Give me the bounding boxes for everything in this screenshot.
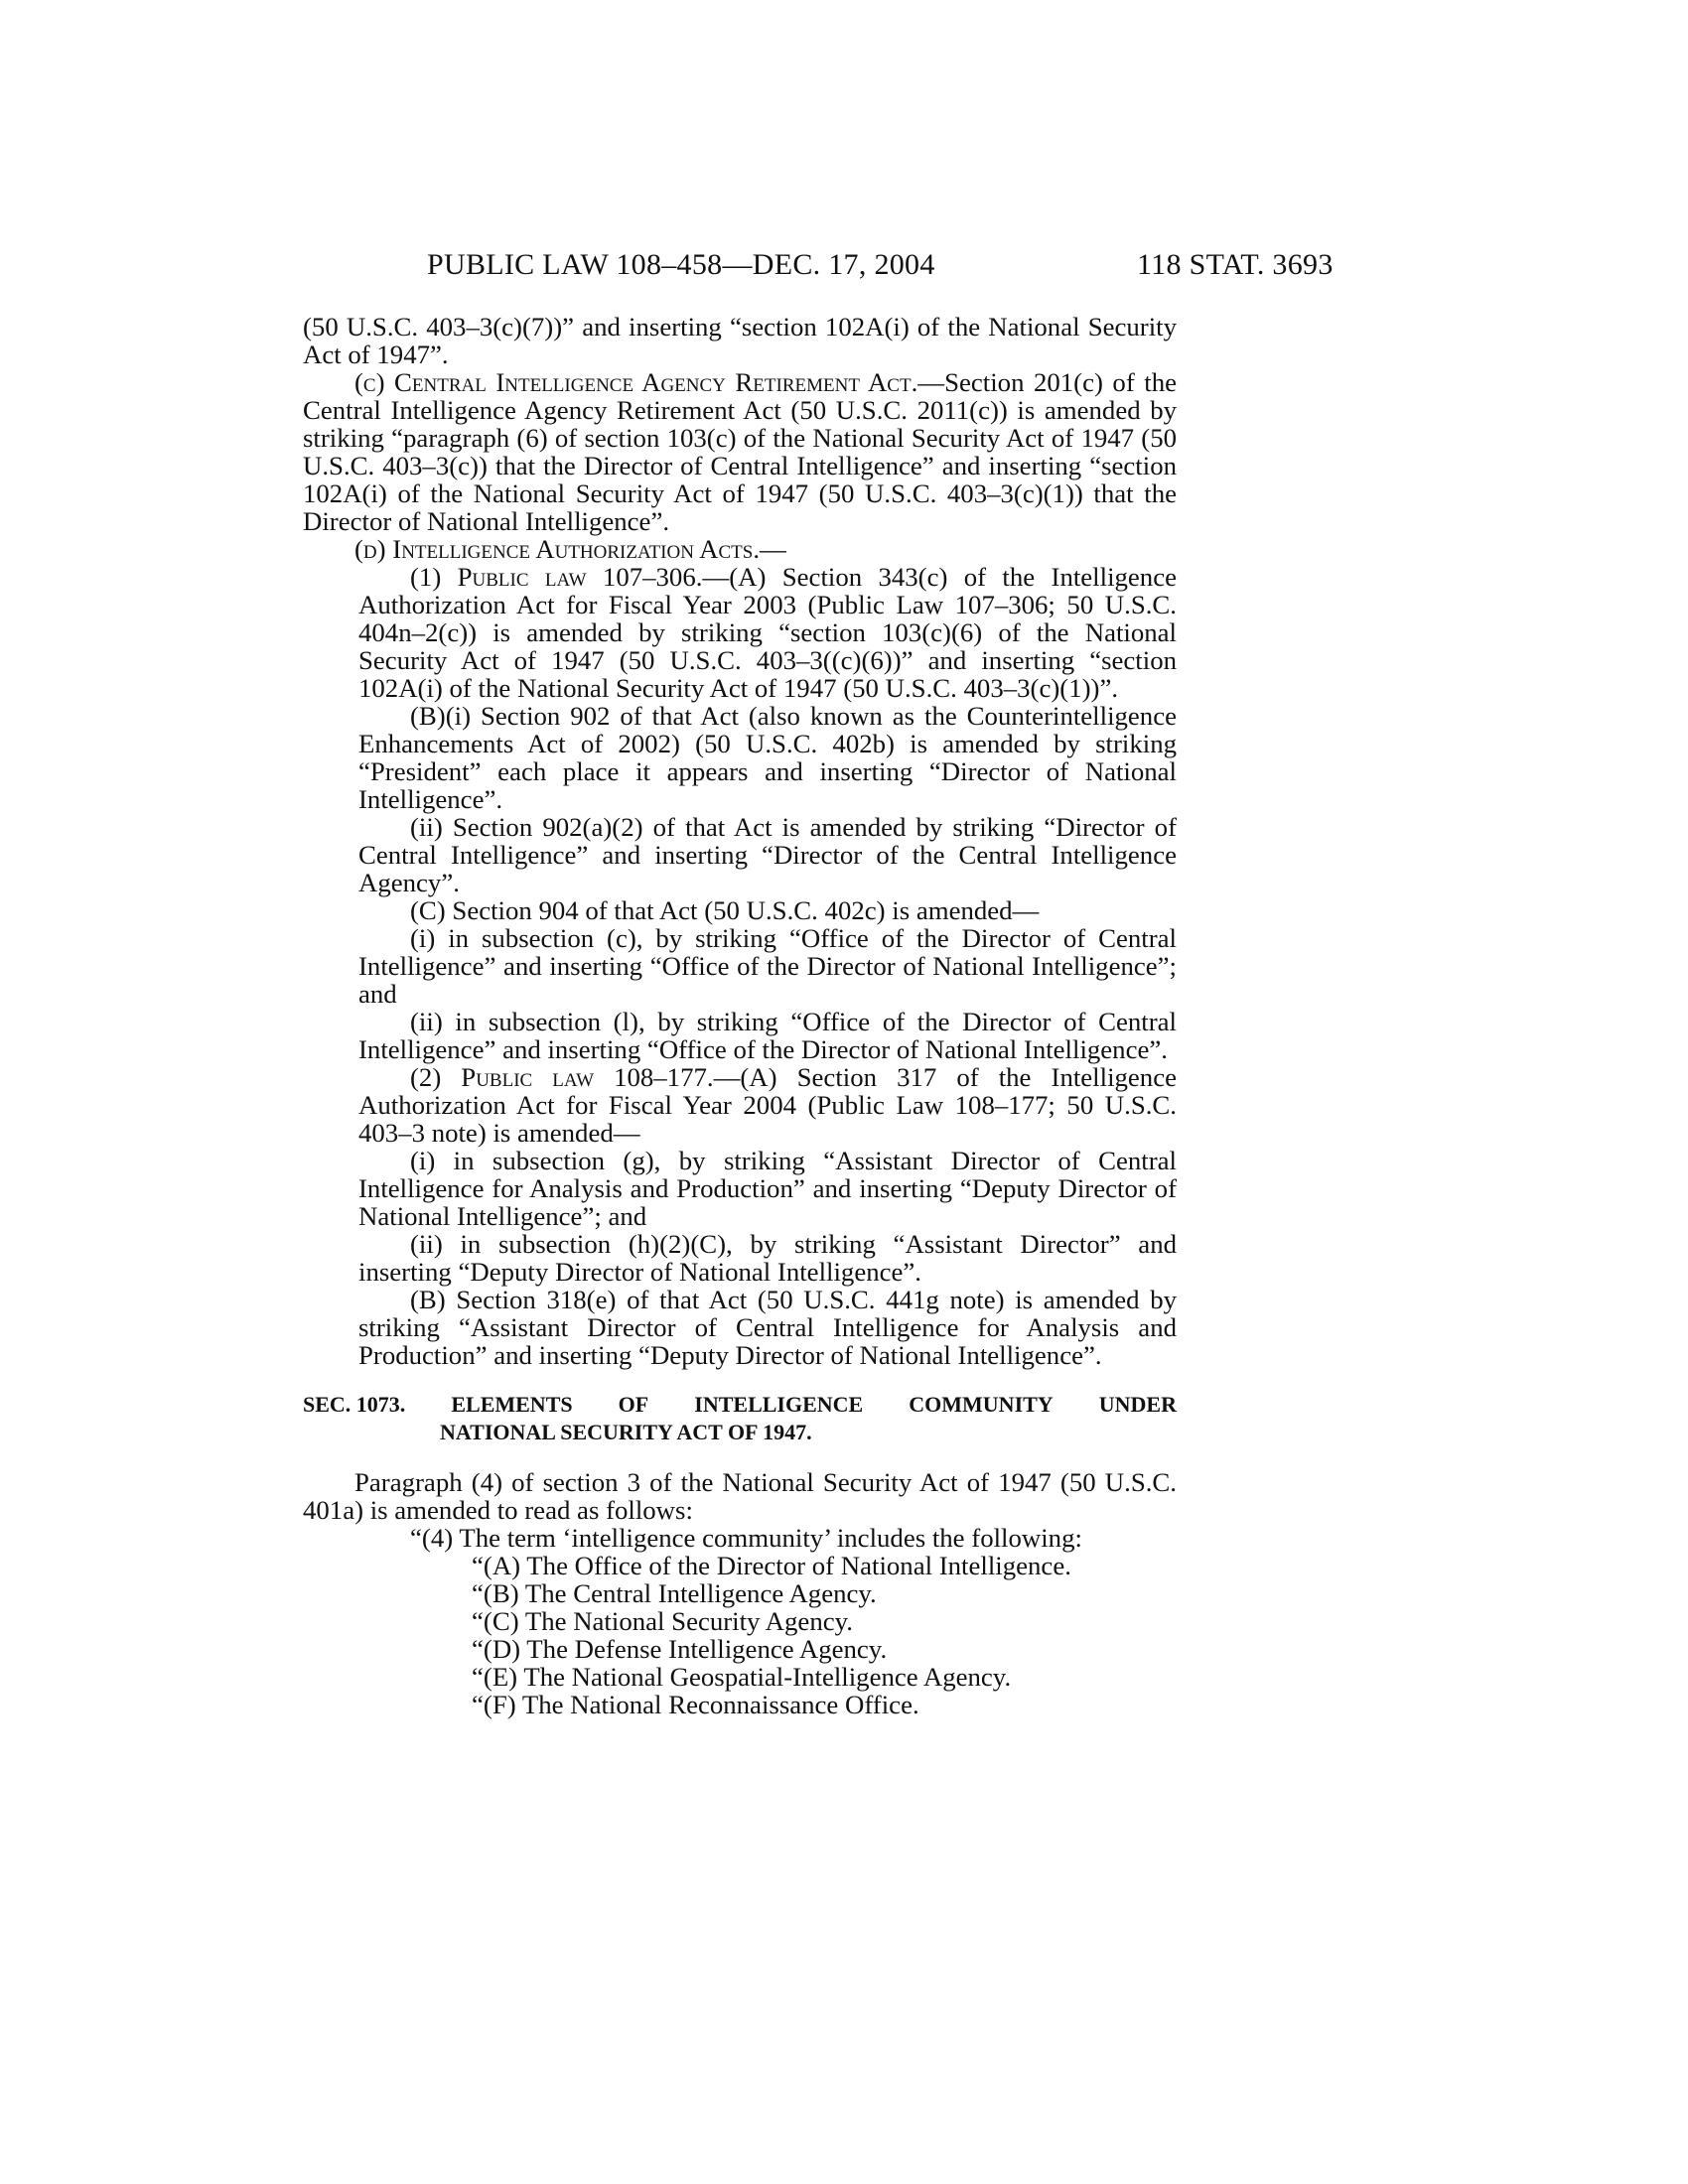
paragraph: (B)(i) Section 902 of that Act (also known as the Counterintelligence Enhancements Act of 2002) (50 U.S.C. 402b) is amended by striking “President” each place it appears and inserting “Director of National Intelligence”.: [358, 701, 1177, 814]
document-body: [303, 313, 1177, 1718]
list-item: “(D) The Defense Intelligence Agency.: [472, 1634, 888, 1664]
section-word: COMMUNITY: [909, 1392, 1054, 1417]
section-word: INTELLIGENCE: [694, 1392, 864, 1417]
paragraph: [303, 535, 1177, 563]
paragraph: (i) in subsection (g), by striking “Assistant Director of Central Intelligence for Analysis and Production” and inserting “Deputy Director of National Intelligence”; and: [358, 1146, 1177, 1231]
section-label: SEC. 1073.: [303, 1392, 406, 1417]
paragraph-text: —(A) Section 343(c) of the Intelligence Authorization Act for Fiscal Year 2003 (Public Law 107–306; 50 U.S.C. 404n–2(c)) is amended by striking “section 103(c)(6) of the National Security Act of 1947 (50 U.S.C. 403–3((c)(6))” and inserting “section 102A(i) of the National Security Act of 1947 (50 U.S.C. 403–3(c)(1))”.: [358, 562, 1177, 703]
section-heading: [303, 1391, 1177, 1446]
paragraph: (B) Section 318(e) of that Act (50 U.S.C. 441g note) is amended by striking “Assistant Director of Central Intelligence for Analysis and Production” and inserting “Deputy Director of National Intelligence”.: [358, 1285, 1177, 1370]
page-header: [0, 248, 1688, 288]
paragraph-heading: (c) Central Intelligence Agency Retirement Act.: [354, 367, 918, 397]
paragraph: Paragraph (4) of section 3 of the National Security Act of 1947 (50 U.S.C. 401a) is amended to read as follows:: [303, 1467, 1177, 1525]
paragraph: (ii) Section 902(a)(2) of that Act is amended by striking “Director of Central Intelligence” and inserting “Director of the Central Intelligence Agency”.: [358, 812, 1177, 897]
indented-block: [303, 1524, 1177, 1552]
list-item: “(F) The National Reconnaissance Office.: [472, 1690, 919, 1719]
running-title: PUBLIC LAW 108–458—DEC. 17, 2004: [427, 248, 935, 281]
list-item: “(B) The Central Intelligence Agency.: [472, 1578, 877, 1608]
paragraph: (50 U.S.C. 403–3(c)(7))” and inserting “section 102A(i) of the National Security Act of 1947”.: [303, 312, 1177, 369]
list-item: “(C) The National Security Agency.: [472, 1606, 853, 1636]
paragraph: (C) Section 904 of that Act (50 U.S.C. 402c) is amended—: [410, 895, 1040, 925]
paragraph: [358, 1063, 1177, 1147]
page-reference: 118 STAT. 3693: [1137, 248, 1334, 281]
paragraph: [303, 368, 1177, 535]
section-heading-line-2: NATIONAL SECURITY ACT OF 1947.: [440, 1420, 812, 1444]
paragraph-heading: (1) Public law 107–306.: [410, 562, 703, 592]
paragraph-heading: (2) Public law 108–177.: [410, 1062, 714, 1092]
indented-block: [303, 563, 1177, 1369]
section-word: OF: [618, 1392, 649, 1417]
paragraph: (ii) in subsection (l), by striking “Office of the Director of Central Intelligence” and inserting “Office of the Director of National Intelligence”.: [358, 1007, 1177, 1064]
paragraph: (ii) in subsection (h)(2)(C), by striking “Assistant Director” and inserting “Deputy Director of National Intelligence”.: [358, 1229, 1177, 1287]
paragraph-text: —Section 201(c) of the Central Intelligence Agency Retirement Act (50 U.S.C. 2011(c)) is amended by striking “paragraph (6) of section 103(c) of the National Security Act of 1947 (50 U.S.C. 403–3(c)) that the Director of Central Intelligence” and inserting “section 102A(i) of the National Security Act of 1947 (50 U.S.C. 403–3(c)(1)) that the Director of National Intelligence”.: [303, 367, 1177, 536]
section-heading-line-1: [303, 1391, 1177, 1419]
agency-list: [303, 1552, 1177, 1718]
list-item: “(A) The Office of the Director of National Intelligence.: [472, 1551, 1071, 1580]
list-item: “(E) The National Geospatial-Intelligence Agency.: [472, 1662, 1012, 1692]
section-word: ELEMENTS: [451, 1392, 573, 1417]
paragraph: [358, 563, 1177, 702]
paragraph-text: —(A) Section 317 of the Intelligence Authorization Act for Fiscal Year 2004 (Public Law 108–177; 50 U.S.C. 403–3 note) is amended—: [358, 1062, 1177, 1148]
paragraph: “(4) The term ‘intelligence community’ includes the following:: [410, 1523, 1082, 1553]
section-word: UNDER: [1098, 1392, 1177, 1417]
paragraph: (i) in subsection (c), by striking “Office of the Director of Central Intelligence” and inserting “Office of the Director of National Intelligence”; and: [358, 923, 1177, 1009]
paragraph-heading: (d) Intelligence Authorization Acts.—: [354, 534, 786, 564]
